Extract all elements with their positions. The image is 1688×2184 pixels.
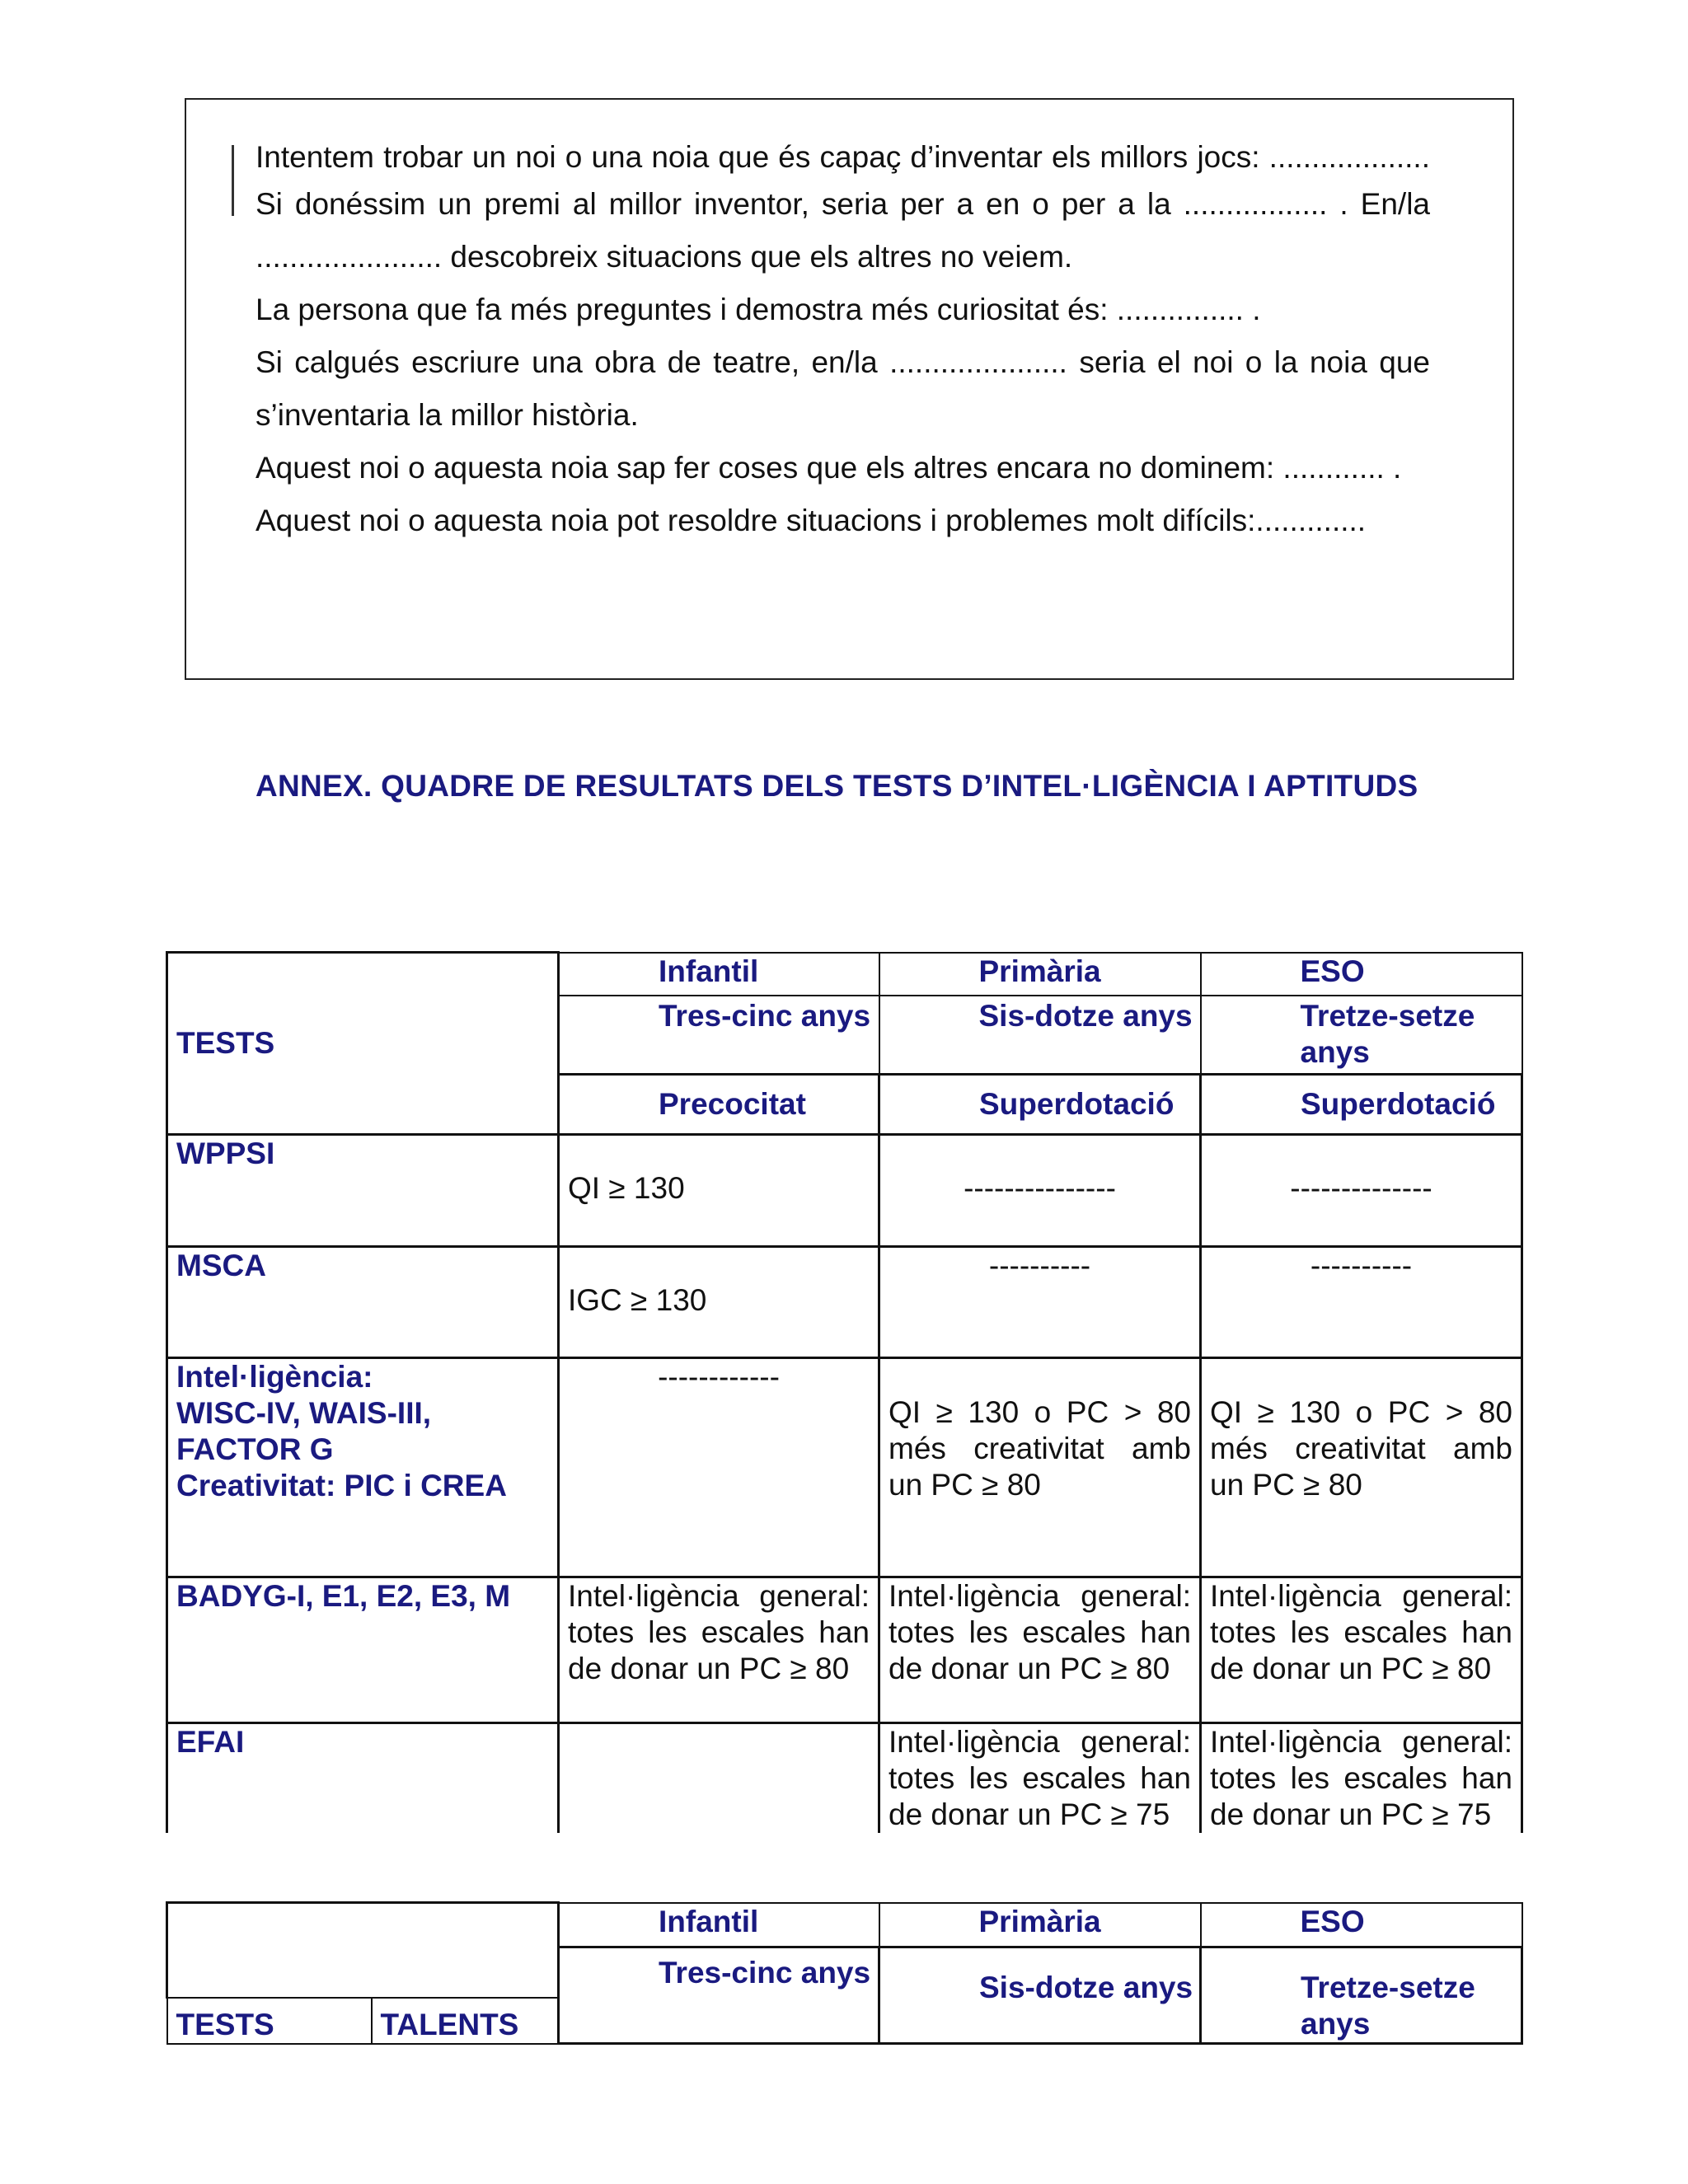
- profile-header: Precocitat: [559, 1075, 879, 1135]
- criteria-cell: QI ≥ 130: [559, 1135, 879, 1247]
- criteria-cell: Intel·ligència general: totes les escales han de donar un PC ≥ 80: [559, 1577, 879, 1723]
- age-header: Tretze-setze anys: [1201, 1947, 1522, 2044]
- criteria-cell: IGC ≥ 130: [559, 1247, 879, 1358]
- profile-header: Superdotació: [879, 1075, 1201, 1135]
- test-name-cell: BADYG-I, E1, E2, E3, M: [167, 1577, 559, 1723]
- tests-header: TESTS: [167, 953, 559, 1135]
- results-table: [166, 951, 1523, 1833]
- test-name-line: WISC-IV, WAIS-III,: [176, 1396, 432, 1430]
- prompt-text: [256, 140, 1430, 547]
- prompt-line: Intentem trobar un noi o una noia que és capaç d’inventar els millors jocs: ...................: [256, 140, 1430, 174]
- test-name-line: Intel·ligència:: [176, 1360, 373, 1394]
- stage-header: Infantil: [559, 1903, 879, 1947]
- test-name-cell: [167, 1358, 559, 1577]
- talents-header: TALENTS: [372, 1998, 559, 2044]
- test-name-line: FACTOR G: [176, 1432, 334, 1466]
- prompt-line: Si calgués escriure una obra de teatre, en/la ..................... seria el noi o la noia que: [256, 345, 1430, 379]
- criteria-cell: ----------: [1201, 1247, 1522, 1358]
- age-header: Sis-dotze anys: [879, 996, 1201, 1075]
- age-header: Tres-cinc anys: [559, 1947, 879, 2044]
- prompt-line: Aquest noi o aquesta noia sap fer coses que els altres encara no dominem: ............ .: [256, 451, 1402, 485]
- test-name-cell: MSCA: [167, 1247, 559, 1358]
- stage-header: ESO: [1201, 1903, 1522, 1947]
- test-name-cell: EFAI: [167, 1723, 559, 1834]
- prompt-line: La persona que fa més preguntes i demostra més curiositat és: ............... .: [256, 293, 1261, 326]
- annex-title: ANNEX. QUADRE DE RESULTATS DELS TESTS D’INTEL·LIGÈNCIA I APTITUDS: [256, 769, 1418, 803]
- test-name-cell: WPPSI: [167, 1135, 559, 1247]
- criteria-cell: Intel·ligència general: totes les escales han de donar un PC ≥ 75: [879, 1723, 1201, 1834]
- criteria-cell: [559, 1723, 879, 1834]
- stage-header: Primària: [879, 953, 1201, 996]
- tests-header: TESTS: [167, 1998, 372, 2044]
- profile-header: Superdotació: [1201, 1075, 1522, 1135]
- prompt-line: ...................... descobreix situacions que els altres no veiem.: [256, 240, 1073, 274]
- criteria-cell: ----------: [879, 1247, 1201, 1358]
- criteria-cell: Intel·ligència general: totes les escales han de donar un PC ≥ 75: [1201, 1723, 1522, 1834]
- criteria-cell: Intel·ligència general: totes les escales han de donar un PC ≥ 80: [879, 1577, 1201, 1723]
- stage-header: Infantil: [559, 953, 879, 996]
- criteria-cell: ---------------: [879, 1135, 1201, 1247]
- stage-header: ESO: [1201, 953, 1522, 996]
- age-header: Tres-cinc anys: [559, 996, 879, 1075]
- stage-header: Primària: [879, 1903, 1201, 1947]
- test-name-line: Creativitat: PIC i CREA: [176, 1469, 507, 1502]
- criteria-cell: ------------: [559, 1358, 879, 1577]
- criteria-cell: QI ≥ 130 o PC > 80 més creativitat amb un PC ≥ 80: [879, 1358, 1201, 1577]
- prompt-line: Si donéssim un premi al millor inventor, seria per a en o per a la ................. . En/la: [256, 187, 1430, 221]
- age-header: Sis-dotze anys: [879, 1947, 1201, 2044]
- blank-header-cell: [167, 1903, 559, 1998]
- prompt-line: s’inventaria la millor història.: [256, 398, 639, 432]
- criteria-cell: QI ≥ 130 o PC > 80 més creativitat amb un PC ≥ 80: [1201, 1358, 1522, 1577]
- criteria-cell: --------------: [1201, 1135, 1522, 1247]
- prompt-line: Aquest noi o aquesta noia pot resoldre situacions i problemes molt difícils:.............: [256, 504, 1367, 537]
- criteria-cell: Intel·ligència general: totes les escales han de donar un PC ≥ 80: [1201, 1577, 1522, 1723]
- age-header: Tretze-setze anys: [1201, 996, 1522, 1075]
- talents-table: [166, 1901, 1523, 2045]
- margin-marker: [232, 145, 234, 216]
